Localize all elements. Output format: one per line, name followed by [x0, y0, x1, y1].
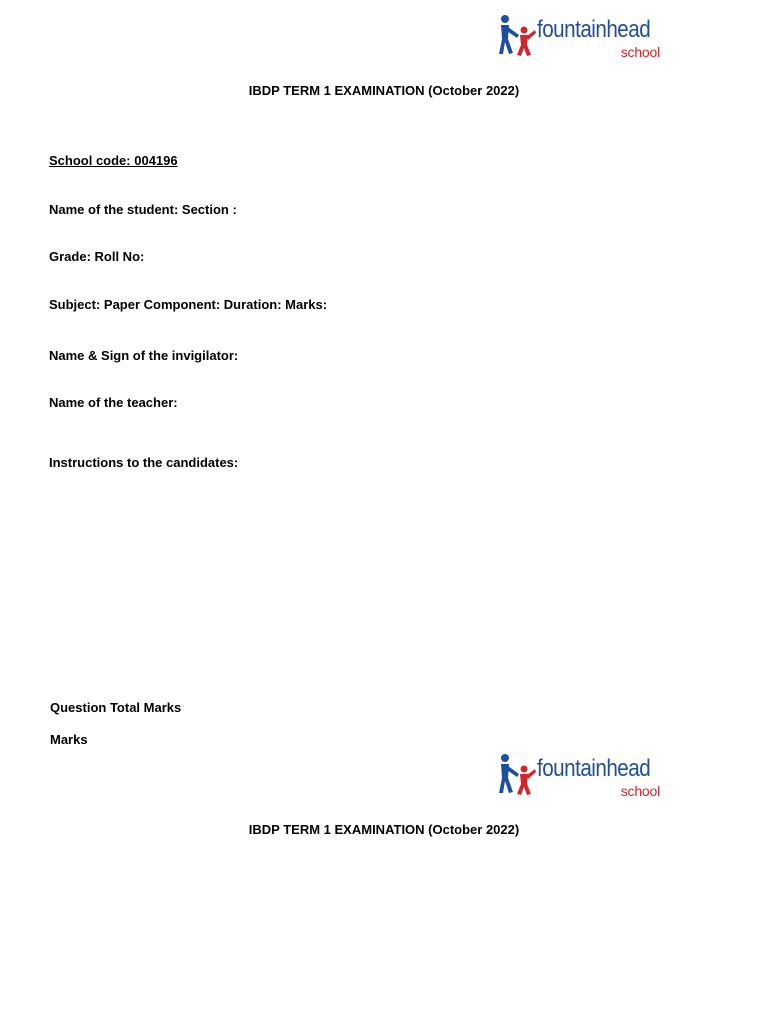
instructions-heading: Instructions to the candidates:	[49, 455, 239, 470]
invigilator-field: Name & Sign of the invigilator:	[49, 348, 239, 363]
exam-title-page2: IBDP TERM 1 EXAMINATION (October 2022)	[248, 822, 520, 837]
subject-line-field: Subject: Paper Component: Duration: Marks:	[49, 297, 328, 312]
family-figures-icon	[499, 752, 537, 802]
teacher-field: Name of the teacher:	[49, 395, 178, 410]
school-logo	[499, 13, 661, 63]
school-logo-page2	[499, 752, 661, 802]
student-name-section-field: Name of the student: Section :	[49, 202, 237, 217]
exam-title: IBDP TERM 1 EXAMINATION (October 2022)	[248, 83, 520, 98]
marks-label: Marks	[50, 732, 88, 747]
family-figures-icon	[499, 13, 537, 63]
logo-brand-text: fountainhead	[537, 16, 651, 43]
school-code: School code: 004196	[49, 153, 178, 168]
question-total-marks-label: Question Total Marks	[50, 700, 182, 715]
grade-roll-field: Grade: Roll No:	[49, 249, 145, 264]
logo-brand-text: fountainhead	[537, 755, 651, 782]
logo-school-text: school	[620, 783, 660, 799]
logo-school-text: school	[620, 44, 660, 60]
